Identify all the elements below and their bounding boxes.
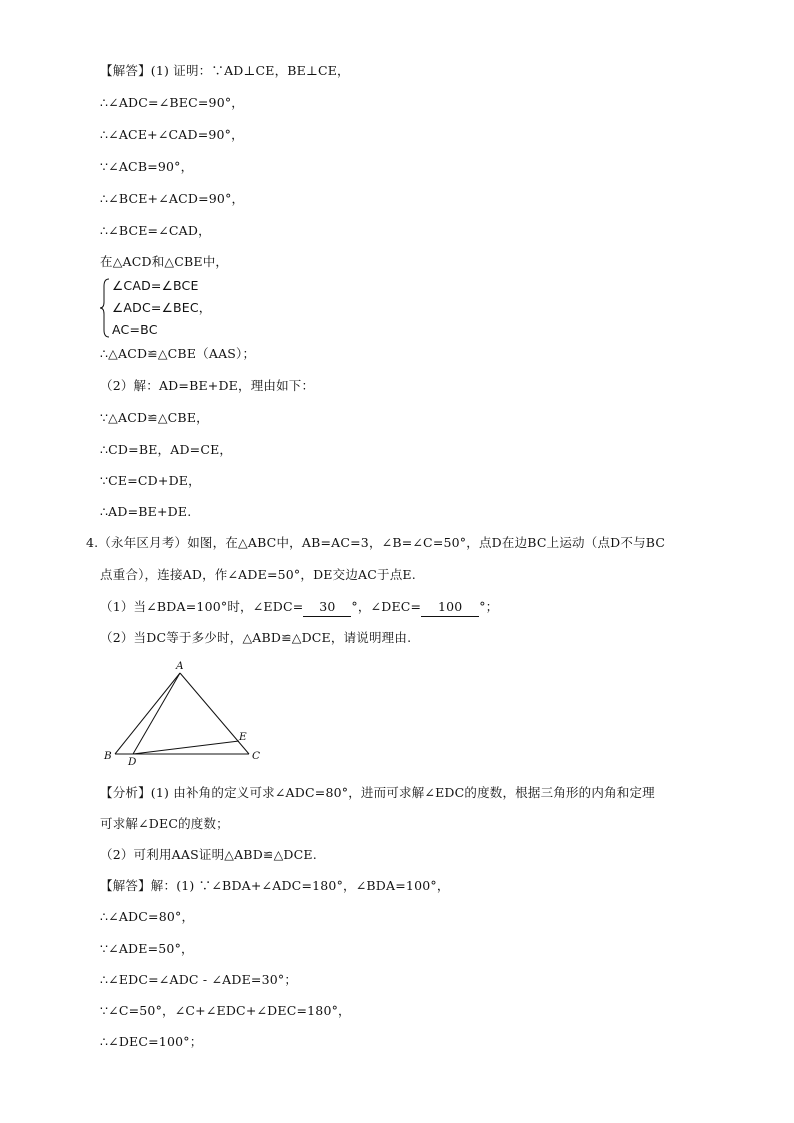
solution-1-line: ∴△ACD≌△CBE（AAS）； (100, 346, 256, 361)
system-brace (100, 278, 110, 338)
solution-1-line: 在△ACD和△CBE中， (100, 254, 229, 269)
solution-4-line: 【解答】解：(1) ∵∠BDA+∠ADC=180°，∠BDA=100°， (100, 878, 450, 893)
solution-2-line: ∵△ACD≌△CBE， (100, 410, 209, 425)
analysis-line: （2）可利用AAS证明△ABD≌△DCE. (100, 847, 317, 862)
solution-1-line: ∴∠ADC=∠BEC=90°， (100, 95, 244, 110)
solution-4-line: ∴∠EDC=∠ADC - ∠ADE=30°； (100, 972, 298, 987)
label-d: D (128, 756, 137, 768)
solution-1-line: 【解答】(1) 证明：∵AD⊥CE，BE⊥CE， (100, 63, 350, 78)
solution-2-line: （2）解：AD=BE+DE，理由如下： (100, 378, 315, 393)
analysis-line: 可求解∠DEC的度数； (100, 816, 229, 831)
answer-blank-edc: 30 (303, 598, 351, 617)
solution-1-line: ∴∠ACE+∠CAD=90°， (100, 127, 244, 142)
solution-2-line: ∴CD=BE，AD=CE， (100, 442, 233, 457)
segment-de (133, 741, 239, 754)
label-b: B (104, 750, 112, 762)
solution-2-line: ∴AD=BE+DE. (100, 504, 192, 519)
solution-1-line: ∴∠BCE+∠ACD=90°， (100, 191, 245, 206)
system-line: AC=BC (112, 322, 158, 337)
solution-4-line: ∵∠C=50°，∠C+∠EDC+∠DEC=180°， (100, 1003, 351, 1018)
system-line: ∠ADC=∠BEC， (112, 300, 212, 315)
question-4-stem: 4.（永年区月考）如图，在△ABC中，AB=AC=3，∠B=∠C=50°，点D在边BC上运动（点D不与BC (86, 535, 666, 550)
solution-4-line: ∴∠ADC=80°， (100, 909, 195, 924)
solution-4-line: ∵∠ADE=50°， (100, 941, 194, 956)
question-4-part-1: （1）当∠BDA=100°时，∠EDC= 30 °，∠DEC= 100 °； (100, 598, 498, 617)
label-e: E (239, 731, 247, 743)
question-4-stem: 点重合），连接AD，作∠ADE=50°，DE交边AC于点E. (100, 567, 416, 582)
analysis-line: 【分析】(1) 由补角的定义可求∠ADC=80°，进而可求解∠EDC的度数，根据三角形的内角和定理 (100, 785, 655, 800)
solution-4-line: ∴∠DEC=100°； (100, 1034, 203, 1049)
triangle-figure (98, 658, 268, 768)
label-c: C (252, 750, 261, 762)
label-a: A (176, 660, 184, 672)
question-4-part-2: （2）当DC等于多少时，△ABD≌△DCE，请说明理由. (100, 630, 412, 645)
segment-ab (115, 673, 180, 754)
segment-ad (133, 673, 180, 754)
system-line: ∠CAD=∠BCE (112, 278, 199, 293)
answer-blank-dec: 100 (421, 598, 479, 617)
solution-2-line: ∵CE=CD+DE， (100, 473, 201, 488)
solution-1-line: ∵∠ACB=90°， (100, 159, 194, 174)
solution-1-line: ∴∠BCE=∠CAD， (100, 223, 211, 238)
